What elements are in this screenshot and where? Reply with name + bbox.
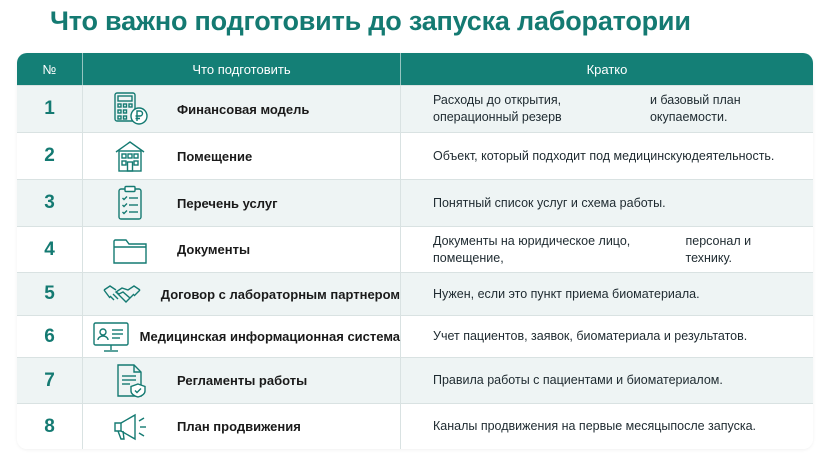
header-num: №: [17, 53, 83, 85]
page-title: Что важно подготовить до запуска лаборатории: [50, 6, 691, 36]
header-short: Кратко: [586, 61, 628, 77]
table-row: [17, 179, 813, 226]
row-number: 1: [17, 86, 83, 132]
table-row: [17, 85, 813, 132]
row-number: 8: [17, 404, 83, 449]
row-number: 3: [17, 180, 83, 226]
row-label: Медицинская информационная система: [139, 329, 400, 344]
table-row: [17, 272, 813, 315]
row-label: Помещение: [177, 148, 253, 164]
handshake-icon: [83, 273, 161, 315]
row-number: 2: [17, 133, 83, 179]
building-icon: [83, 133, 177, 179]
row-label: Перечень услуг: [177, 195, 278, 211]
row-label: Документы: [177, 242, 251, 257]
table-row: [17, 403, 813, 449]
row-description: Понятный список услуг и схема работы.: [433, 195, 666, 210]
table-row: [17, 226, 813, 272]
row-label: Договор с лабораторным партнером: [160, 286, 400, 302]
table-row: [17, 357, 813, 403]
row-number: 4: [17, 227, 83, 272]
checklist-clipboard-icon: [83, 180, 177, 226]
row-number: 5: [17, 273, 83, 315]
row-description: Учет пациентов, заявок, биоматериала и результатов.: [433, 329, 748, 343]
row-description: Нужен, если это пункт приема биоматериала.: [433, 286, 700, 301]
row-description: Правила работы с пациентами и биоматериалом.: [433, 373, 723, 387]
row-number: 6: [17, 316, 83, 357]
row-label: Регламенты работы: [177, 373, 308, 388]
row-number: 7: [17, 358, 83, 403]
megaphone-icon: [83, 404, 177, 449]
folder-icon: [83, 227, 177, 272]
row-description: Объект, который подходит под медицинскую деятельность.: [433, 148, 775, 163]
document-shield-icon: [83, 358, 177, 403]
row-label: План продвижения: [177, 419, 301, 434]
calculator-ruble-icon: [83, 86, 177, 132]
table-row: [17, 132, 813, 179]
table-row: [17, 315, 813, 357]
row-description: Каналы продвижения на первые месяцы после запуска.: [433, 419, 757, 433]
prep-table: [17, 53, 813, 449]
monitor-profile-icon: [83, 316, 140, 357]
row-description: Документы на юридическое лицо, помещение, персонал и технику.: [433, 233, 752, 265]
row-label: Финансовая модель: [177, 101, 310, 117]
header-what: Что подготовить: [83, 53, 401, 85]
row-description: Расходы до открытия, операционный резерв и базовый план окупаемости.: [433, 93, 741, 124]
table-header: [17, 53, 813, 85]
